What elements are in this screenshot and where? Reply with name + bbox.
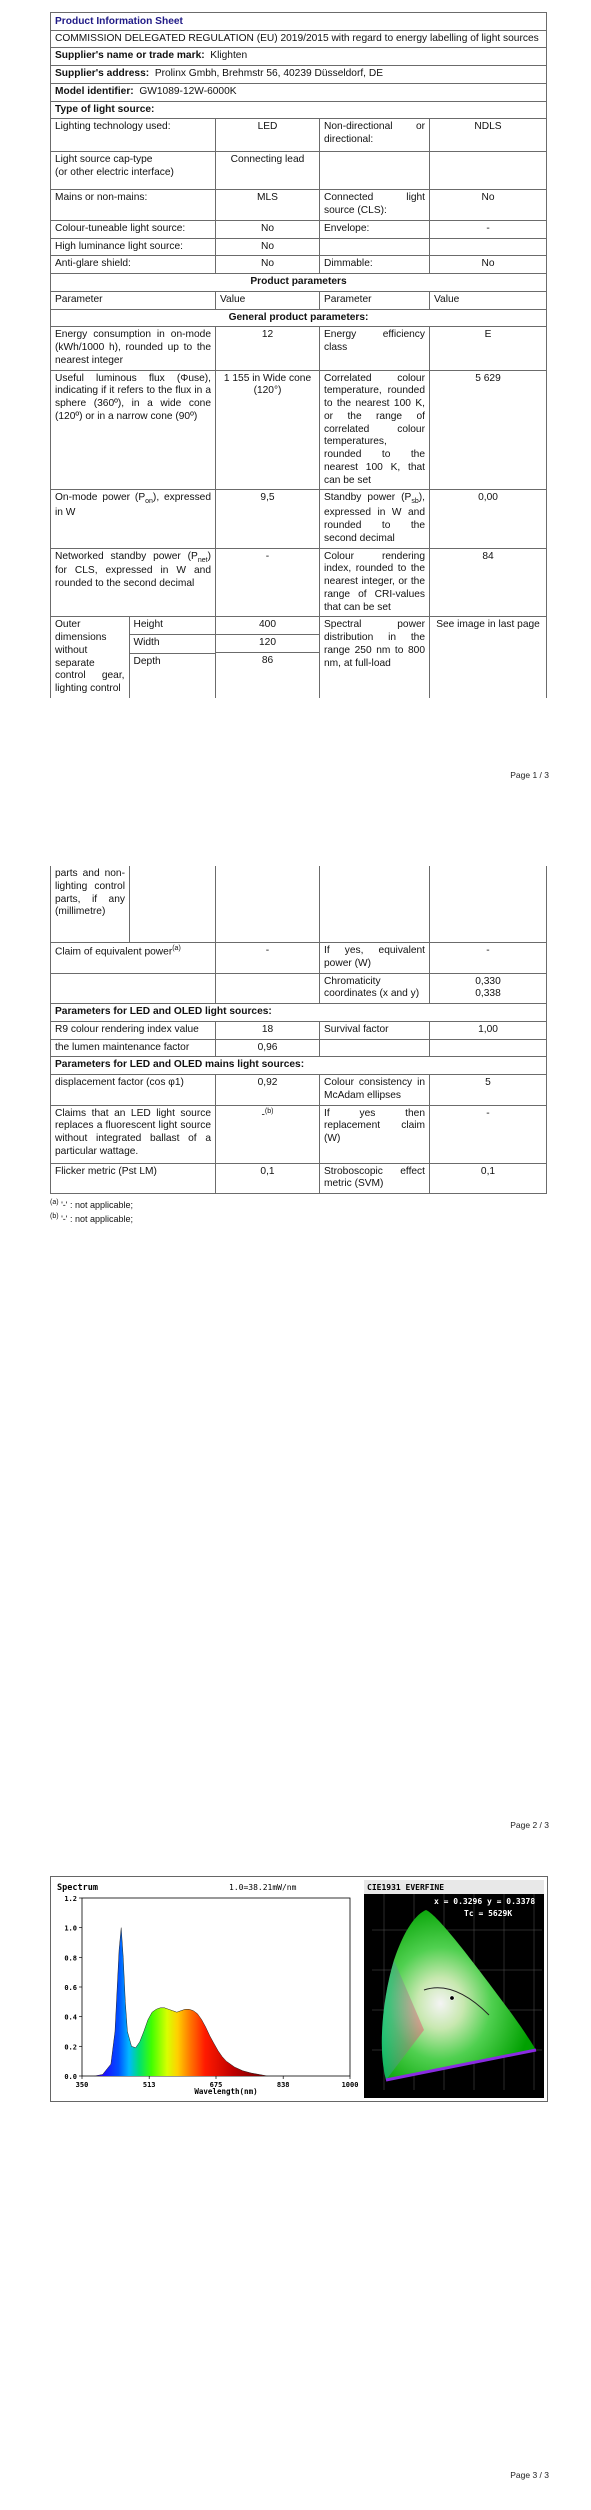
anti-glare-label: Anti-glare shield: <box>51 256 216 274</box>
dimensions-values-cell <box>216 617 320 698</box>
cap-label <box>51 152 216 190</box>
empty-cell <box>216 866 320 943</box>
tuneable-value: No <box>216 220 320 238</box>
standby-power-value: 0,00 <box>430 490 547 548</box>
high-luminance-value: No <box>216 238 320 256</box>
x-tick-label: 675 <box>209 2081 223 2089</box>
supplier-name-label: Supplier's name or trade mark: <box>55 50 205 62</box>
regulation-text: COMMISSION DELEGATED REGULATION (EU) 2019/2015 with regard to energy labelling of light sources <box>51 30 547 48</box>
macadam-label: Colour consistency in McAdam ellipses <box>320 1075 430 1106</box>
networked-standby-label-b: ) for CLS, expressed in W and rounded to the second decimal <box>55 550 211 590</box>
chromaticity-y: 0,338 <box>475 988 501 1000</box>
height-label: Height <box>129 617 215 635</box>
dimensions-label-part2: parts and non-lighting control parts, if any (millimetre) <box>51 866 130 942</box>
empty-cell <box>320 152 430 190</box>
dimensions-label-part1: Outer dimensions without separate control gear, lighting control <box>51 617 129 698</box>
footnotes <box>50 1198 133 1226</box>
col-header-parameter-2: Parameter <box>320 291 430 309</box>
r9-value: 18 <box>216 1021 320 1039</box>
dimensions-continued-cell <box>51 866 216 943</box>
networked-standby-value: - <box>216 548 320 617</box>
cap-value: Connecting lead <box>216 152 320 190</box>
anti-glare-value: No <box>216 256 320 274</box>
supplier-address-row <box>51 66 547 84</box>
high-luminance-label: High luminance light source: <box>51 238 216 256</box>
spectrum-title: Spectrum <box>57 1883 98 1893</box>
footnote-a-mark: (a) <box>50 1199 59 1206</box>
cri-value: 84 <box>430 548 547 617</box>
product-info-table-p2 <box>50 866 547 1194</box>
led-parameters-header: Parameters for LED and OLED light sources: <box>51 1004 547 1022</box>
x-tick-label: 350 <box>75 2081 89 2089</box>
standby-power-label-b: ), expressed in W and rounded to the second decimal <box>324 492 425 544</box>
supplier-name-row <box>51 48 547 66</box>
light-source-header: Type of light source: <box>51 101 547 119</box>
model-label: Model identifier: <box>55 85 134 97</box>
spectrum-figure <box>50 1876 548 2102</box>
y-tick-label: 0.0 <box>64 2073 77 2081</box>
energy-class-value: E <box>430 327 547 370</box>
energy-consumption-value: 12 <box>216 327 320 370</box>
spd-value: See image in last page <box>430 617 547 698</box>
standby-power-sub: sb <box>411 498 419 506</box>
directional-label: Non-directional or directional: <box>320 119 430 152</box>
networked-standby-sub: net <box>197 556 208 564</box>
envelope-value: - <box>430 220 547 238</box>
footnote-mark-a: (a) <box>172 945 181 952</box>
on-mode-power-label-a: On-mode power (P <box>55 492 146 504</box>
model-value: GW1089-12W-6000K <box>139 85 237 97</box>
empty-cell <box>216 973 320 1004</box>
on-mode-power-sub: on <box>145 498 153 506</box>
x-tick-label: 1000 <box>341 2081 359 2089</box>
supplier-name-value: Klighten <box>210 50 248 62</box>
cie-tc-readout: Tc = 5629K <box>464 1909 513 1918</box>
cls-value: No <box>430 190 547 221</box>
cct-value: 5 629 <box>430 370 547 490</box>
dimmable-label: Dimmable: <box>320 256 430 274</box>
displacement-factor-value: 0,92 <box>216 1075 320 1106</box>
chromaticity-value <box>430 973 547 1004</box>
equivalent-power-claim-text: Claim of equivalent power <box>55 946 173 958</box>
footnote-b-mark: (b) <box>50 1213 59 1221</box>
equivalent-power-claim-label <box>51 943 216 974</box>
width-value: 120 <box>216 635 319 653</box>
depth-label: Depth <box>133 655 161 667</box>
cie-measured-point <box>450 1996 454 2000</box>
fluorescent-replacement-dash: - <box>261 1108 265 1120</box>
empty-cell <box>320 238 430 256</box>
cap-label-1: Light source cap-type <box>55 154 153 166</box>
tuneable-label: Colour-tuneable light source: <box>51 220 216 238</box>
footnote-a-text: '-' : not applicable; <box>61 1200 134 1210</box>
width-label: Width <box>129 635 215 653</box>
page-number: Page 3 / 3 <box>510 2470 549 2480</box>
empty-cell <box>430 1039 547 1057</box>
col-header-value-2: Value <box>430 291 547 309</box>
supplier-address-value: Prolinx Gmbh, Brehmstr 56, 40239 Düsseldorf, DE <box>154 68 383 80</box>
height-value: 400 <box>216 617 319 635</box>
spectrum-chart <box>54 1880 359 2098</box>
replacement-claim-label: If yes then replacement claim (W) <box>320 1105 430 1163</box>
flicker-metric-value: 0,1 <box>216 1163 320 1194</box>
y-tick-label: 1.2 <box>64 1895 77 1903</box>
spectrum-area <box>94 1928 267 2076</box>
empty-cell <box>320 1039 430 1057</box>
general-parameters-header: General product parameters: <box>51 309 547 327</box>
displacement-factor-label: displacement factor (cos φ1) <box>51 1075 216 1106</box>
mains-parameters-header: Parameters for LED and OLED mains light sources: <box>51 1057 547 1075</box>
y-tick-label: 0.6 <box>64 1984 77 1992</box>
empty-cell <box>51 973 216 1004</box>
survival-factor-label: Survival factor <box>320 1021 430 1039</box>
cri-label: Colour rendering index, rounded to the nearest integer, or the range of CRI-values that can be set <box>320 548 430 617</box>
model-row <box>51 83 547 101</box>
y-tick-label: 0.2 <box>64 2043 77 2052</box>
luminous-flux-label: Useful luminous flux (Φuse), indicating if it refers to the flux in a sphere (360º), in a wide cone (120º) or in a narrow cone (90º) <box>51 370 216 490</box>
directional-value: NDLS <box>430 119 547 152</box>
spectrum-xlabel: Wavelength(nm) <box>194 2087 258 2096</box>
footnote-b <box>50 1212 133 1226</box>
cie-xy-readout: x = 0.3296 y = 0.3378 <box>434 1897 536 1906</box>
energy-class-label: Energy efficiency class <box>320 327 430 370</box>
on-mode-power-label <box>51 490 216 548</box>
page-number: Page 1 / 3 <box>510 770 549 780</box>
footnote-a <box>50 1198 133 1212</box>
empty-cell <box>430 238 547 256</box>
flicker-metric-label: Flicker metric (Pst LM) <box>51 1163 216 1194</box>
page-3 <box>0 1840 591 2510</box>
survival-factor-value: 1,00 <box>430 1021 547 1039</box>
spd-label: Spectral power distribution in the range 250 nm to 800 nm, at full-load <box>320 617 430 698</box>
mains-label: Mains or non-mains: <box>51 190 216 221</box>
mains-value: MLS <box>216 190 320 221</box>
standby-power-label <box>320 490 430 548</box>
networked-standby-label-a: Networked standby power (P <box>55 550 198 562</box>
col-header-value: Value <box>216 291 320 309</box>
empty-cell <box>320 866 430 943</box>
equivalent-power-value: - <box>430 943 547 974</box>
empty-cell <box>430 152 547 190</box>
page-number: Page 2 / 3 <box>510 1820 549 1830</box>
fluorescent-replacement-value <box>216 1105 320 1163</box>
luminous-flux-value: 1 155 in Wide cone (120°) <box>216 370 320 490</box>
energy-consumption-label: Energy consumption in on-mode (kWh/1000 h), rounded up to the nearest integer <box>51 327 216 370</box>
fluorescent-replacement-label: Claims that an LED light source replaces a fluorescent light source without integrated ballast of a particular wattage. <box>51 1105 216 1163</box>
product-parameters-header: Product parameters <box>51 274 547 292</box>
equivalent-power-label: If yes, equivalent power (W) <box>320 943 430 974</box>
footnote-b-text: '-' : not applicable; <box>61 1214 134 1225</box>
y-tick-label: 0.8 <box>64 1954 77 1963</box>
svm-label: Stroboscopic effect metric (SVM) <box>320 1163 430 1194</box>
cct-label: Correlated colour temperature, rounded to the nearest 100 K, or the range of correlated colour temperatures, rounded to the nearest 100 K, that can be set <box>320 370 430 490</box>
depth-value: 86 <box>261 654 274 666</box>
dimmable-value: No <box>430 256 547 274</box>
technology-value: LED <box>216 119 320 152</box>
lumen-maintenance-value: 0,96 <box>216 1039 320 1057</box>
on-mode-power-value: 9,5 <box>216 490 320 548</box>
dimensions-subtable <box>51 617 215 698</box>
technology-label: Lighting technology used: <box>51 119 216 152</box>
networked-standby-label <box>51 548 216 617</box>
r9-label: R9 colour rendering index value <box>51 1021 216 1039</box>
x-tick-label: 513 <box>142 2081 156 2089</box>
cie-title: CIE1931 EVERFINE <box>367 1883 445 1892</box>
empty-cell <box>430 866 547 943</box>
x-tick-label: 838 <box>276 2081 290 2089</box>
dimensions-cell <box>51 617 216 698</box>
envelope-label: Envelope: <box>320 220 430 238</box>
page-2 <box>0 790 591 1840</box>
y-tick-label: 0.4 <box>64 2013 77 2022</box>
doc-title: Product Information Sheet <box>51 13 547 31</box>
chromaticity-label: Chromaticity coordinates (x and y) <box>320 973 430 1004</box>
macadam-value: 5 <box>430 1075 547 1106</box>
replacement-claim-value: - <box>430 1105 547 1163</box>
y-tick-label: 1.0 <box>64 1924 77 1933</box>
cls-label: Connected light source (CLS): <box>320 190 430 221</box>
equivalent-power-claim-value: - <box>216 943 320 974</box>
empty-cell <box>130 866 215 942</box>
lumen-maintenance-label: the lumen maintenance factor <box>51 1039 216 1057</box>
footnote-mark-b: (b) <box>264 1107 274 1115</box>
svm-value: 0,1 <box>430 1163 547 1194</box>
supplier-address-label: Supplier's address: <box>55 68 150 80</box>
spectrum-scale: 1.0=38.21mW/nm <box>229 1883 297 1892</box>
page-1 <box>0 0 591 790</box>
cap-label-2: (or other electric interface) <box>55 167 174 179</box>
on-mode-power-label-b: ), expressed in W <box>55 492 212 519</box>
chromaticity-x: 0,330 <box>475 975 501 987</box>
cie-diagram <box>364 1880 544 2098</box>
product-info-table-p1 <box>50 12 547 698</box>
standby-power-label-a: Standby power (P <box>324 492 412 504</box>
col-header-parameter: Parameter <box>51 291 216 309</box>
